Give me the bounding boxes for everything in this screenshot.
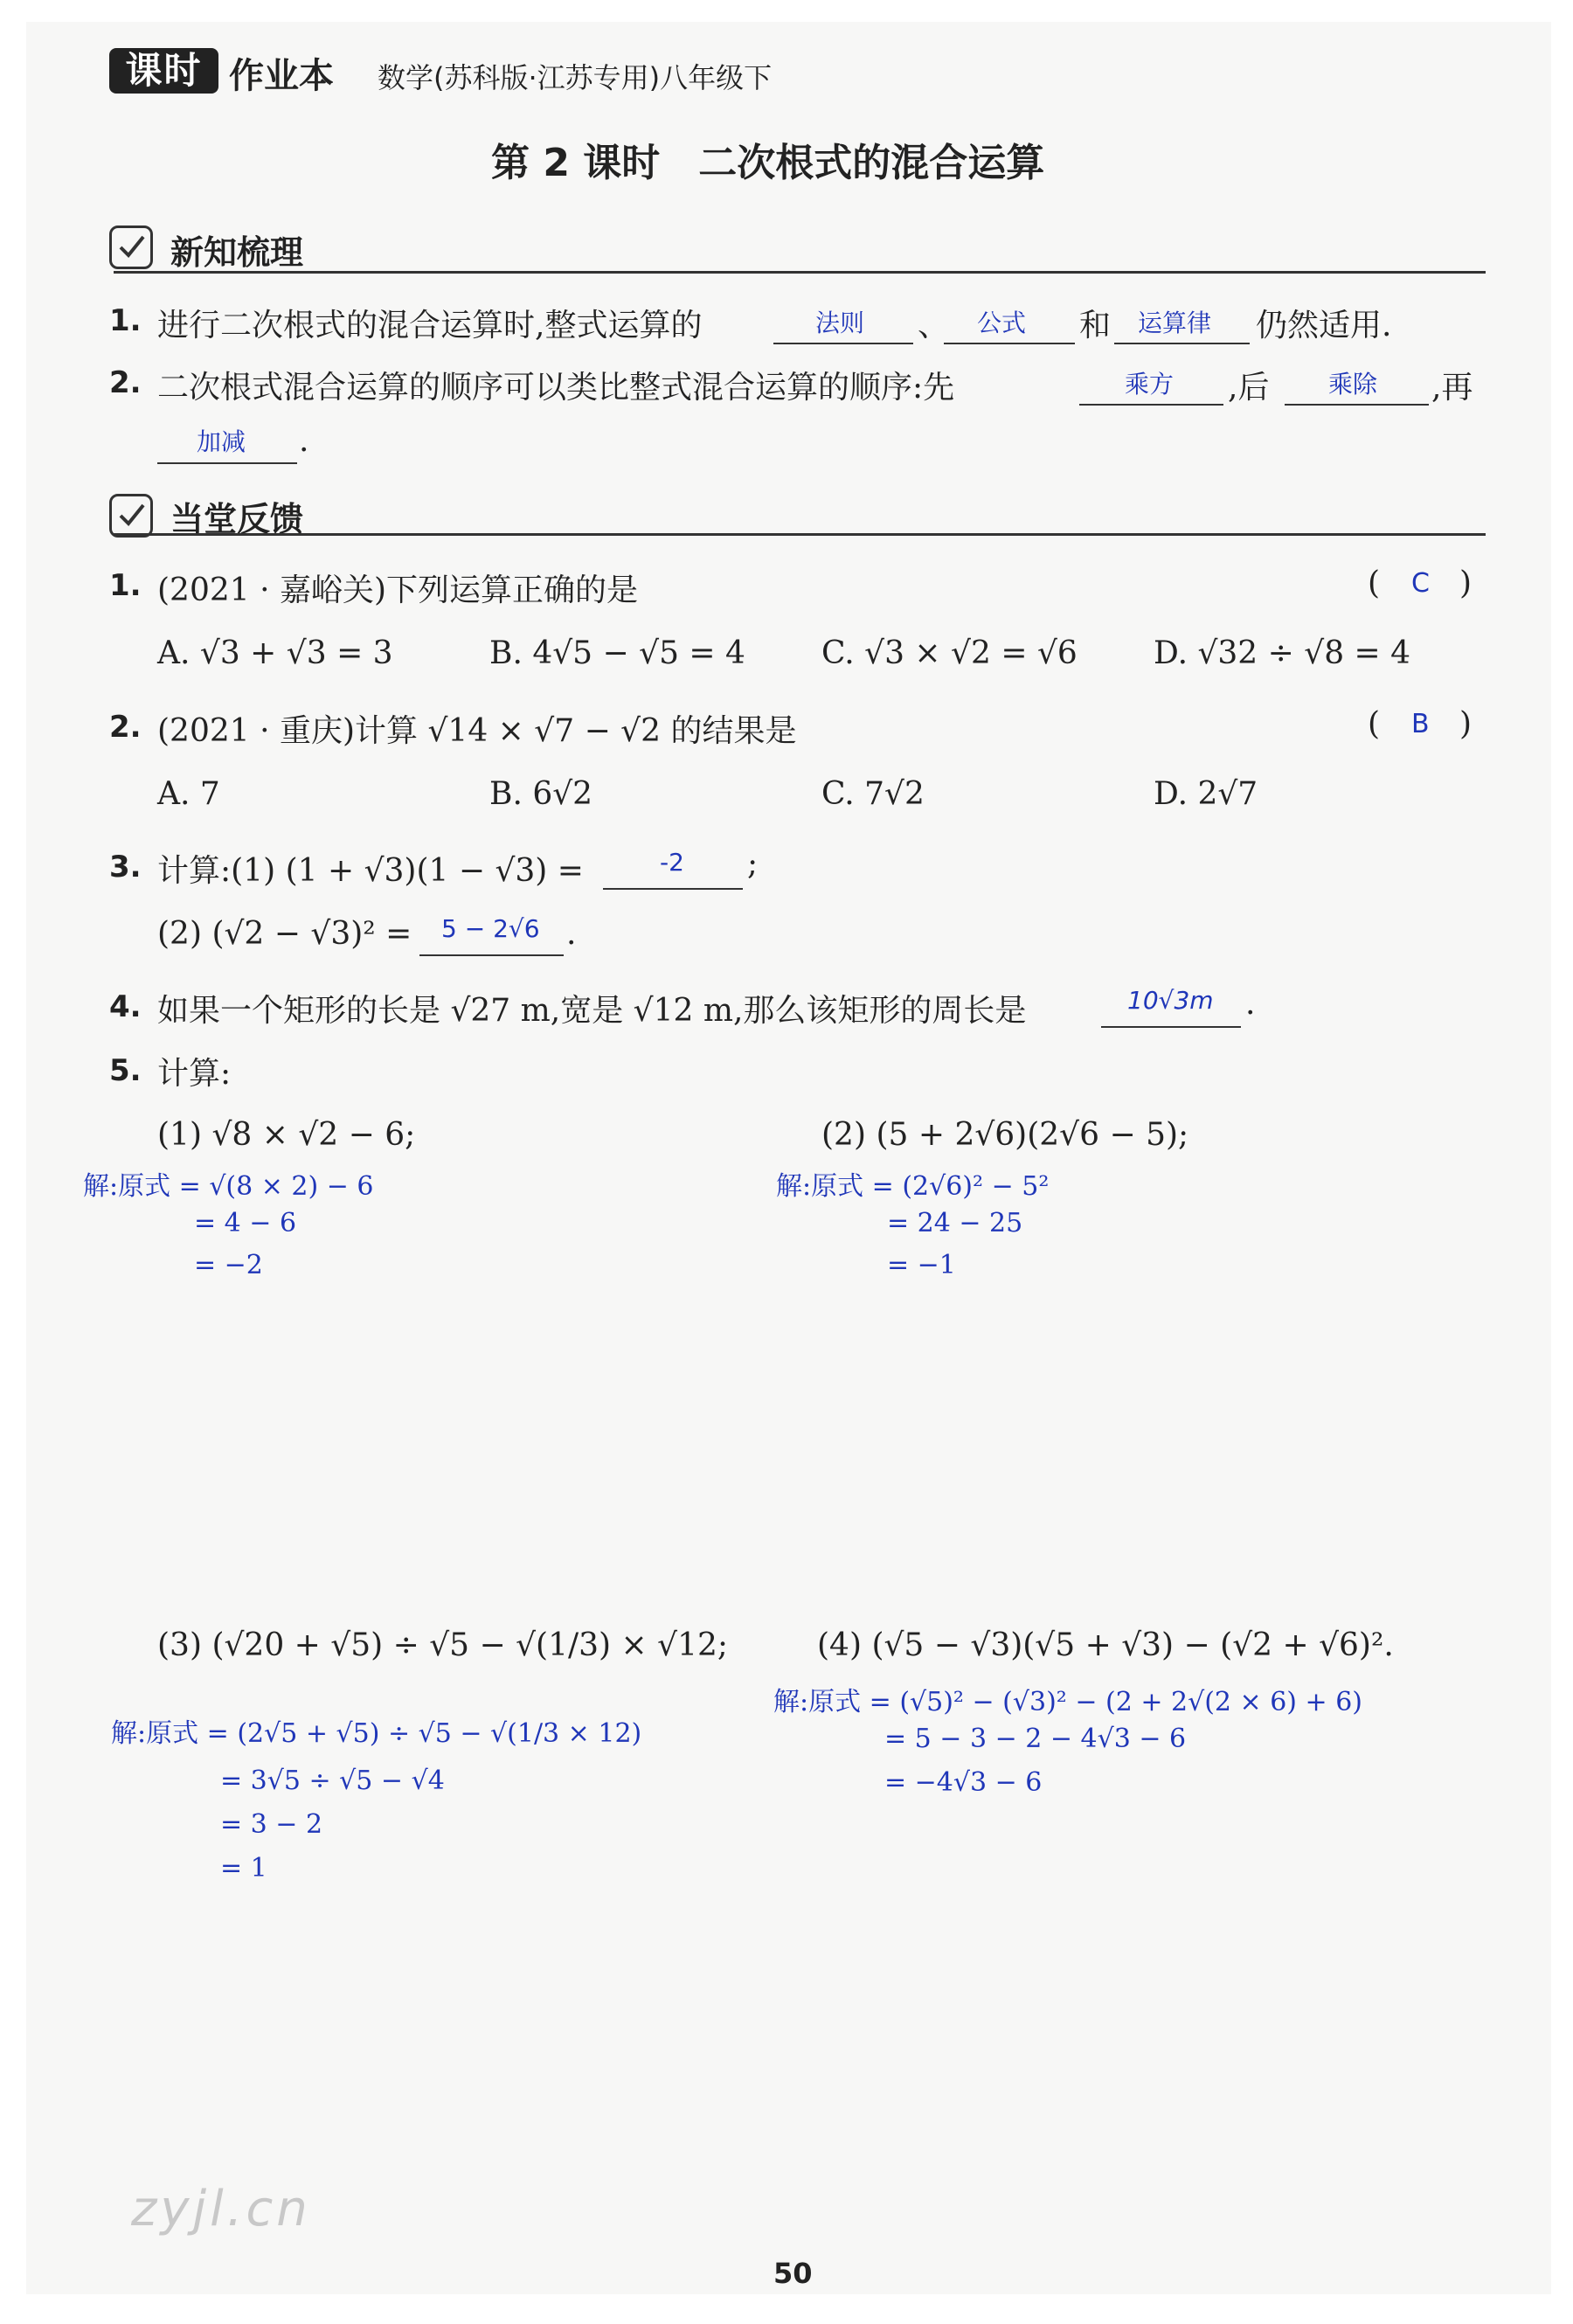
subject-info: 数学(苏科版·江苏专用)八年级下 <box>378 61 773 94</box>
question-number: 1. <box>109 568 142 603</box>
option-b: B. 4√5 − √5 = 4 <box>489 635 745 671</box>
subquestion-label: (1) √8 × √2 − 6; <box>157 1117 416 1153</box>
answer-text: 法则 <box>815 309 865 337</box>
section-divider <box>114 533 1486 536</box>
page-number: 50 <box>773 2257 813 2290</box>
option-d: D. √32 ÷ √8 = 4 <box>1154 635 1411 671</box>
question-text: 计算: <box>157 1056 232 1092</box>
section-divider <box>114 271 1486 274</box>
section-title-new-knowledge: 新知梳理 <box>170 233 304 272</box>
answer-bracket-close: ) <box>1459 706 1473 742</box>
solution-line: = 1 <box>220 1853 267 1883</box>
punctuation: . <box>566 916 577 952</box>
answer-text: 乘方 <box>1125 370 1175 399</box>
question-number: 1. <box>109 303 142 338</box>
answer-text: 运算律 <box>1138 309 1212 337</box>
question-text: 进行二次根式的混合运算时,整式运算的 <box>157 308 703 343</box>
solution-line: = 3√5 ÷ √5 − √4 <box>220 1766 445 1796</box>
separator-text: ,后 <box>1228 370 1270 406</box>
option-c: C. √3 × √2 = √6 <box>821 635 1078 671</box>
lesson-title: 第 2 课时 二次根式的混合运算 <box>491 141 1045 185</box>
option-a: A. 7 <box>157 776 220 812</box>
choice-answer: B <box>1411 709 1430 739</box>
solution-line: = 5 − 3 − 2 − 4√3 − 6 <box>884 1724 1187 1754</box>
question-number: 2. <box>109 365 142 400</box>
choice-answer: C <box>1411 568 1430 599</box>
solution-line: 解:原式 = √(8 × 2) − 6 <box>83 1171 374 1202</box>
question-text: (2021 · 嘉峪关)下列运算正确的是 <box>157 572 639 608</box>
option-a: A. √3 + √3 = 3 <box>157 635 393 671</box>
solution-line: = 4 − 6 <box>194 1208 297 1238</box>
section-title-feedback: 当堂反馈 <box>170 500 304 538</box>
solution-line: = 24 − 25 <box>887 1208 1023 1238</box>
check-icon <box>109 494 153 538</box>
book-name: 作业本 <box>229 56 334 96</box>
check-icon <box>109 225 153 269</box>
question-text: 二次根式混合运算的顺序可以类比整式混合运算的顺序:先 <box>157 370 955 406</box>
subquestion-label: (2) (5 + 2√6)(2√6 − 5); <box>821 1117 1189 1153</box>
answer-text: 10√3m <box>1127 986 1214 1015</box>
solution-line: 解:原式 = (2√6)² − 5² <box>776 1171 1050 1202</box>
punctuation: . <box>1245 986 1256 1022</box>
answer-bracket-close: ) <box>1459 565 1473 601</box>
question-text: (2021 · 重庆)计算 √14 × √7 − √2 的结果是 <box>157 713 797 749</box>
answer-text: -2 <box>660 848 684 877</box>
solution-line: 解:原式 = (√5)² − (√3)² − (2 + 2√(2 × 6) + 6) <box>773 1687 1363 1717</box>
solution-line: = −4√3 − 6 <box>884 1767 1043 1798</box>
option-b: B. 6√2 <box>489 776 593 812</box>
question-text: (2) (√2 − √3)² = <box>157 916 412 952</box>
question-text: 计算:(1) (1 + √3)(1 − √3) = <box>157 853 584 889</box>
book-logo: 课时 <box>109 48 218 94</box>
question-number: 4. <box>109 989 142 1024</box>
answer-text: 公式 <box>977 309 1027 337</box>
question-text: 仍然适用. <box>1256 308 1392 343</box>
solution-line: = 3 − 2 <box>220 1809 323 1840</box>
watermark: zyjl.cn <box>131 2181 311 2237</box>
answer-text: 5 − 2√6 <box>441 914 540 943</box>
separator-text: ,再 <box>1431 370 1473 406</box>
solution-line: = −2 <box>194 1250 263 1280</box>
solution-line: = −1 <box>887 1250 956 1280</box>
option-d: D. 2√7 <box>1154 776 1258 812</box>
question-number: 3. <box>109 850 142 885</box>
answer-bracket-open: ( <box>1368 706 1381 742</box>
subquestion-label: (3) (√20 + √5) ÷ √5 − √(1/3) × √12; <box>157 1627 729 1663</box>
subquestion-label: (4) (√5 − √3)(√5 + √3) − (√2 + √6)². <box>817 1627 1394 1663</box>
punctuation: ; <box>747 846 759 882</box>
solution-line: 解:原式 = (2√5 + √5) ÷ √5 − √(1/3 × 12) <box>111 1718 642 1749</box>
separator-text: 和 <box>1079 308 1112 343</box>
question-number: 5. <box>109 1053 142 1088</box>
answer-bracket-open: ( <box>1368 565 1381 601</box>
answer-text: 乘除 <box>1328 370 1378 399</box>
answer-text: 加减 <box>197 427 246 456</box>
separator-text: 、 <box>918 308 950 343</box>
question-text: . <box>299 423 309 459</box>
option-c: C. 7√2 <box>821 776 925 812</box>
question-text: 如果一个矩形的长是 √27 m,宽是 √12 m,那么该矩形的周长是 <box>157 993 1027 1029</box>
question-number: 2. <box>109 710 142 745</box>
